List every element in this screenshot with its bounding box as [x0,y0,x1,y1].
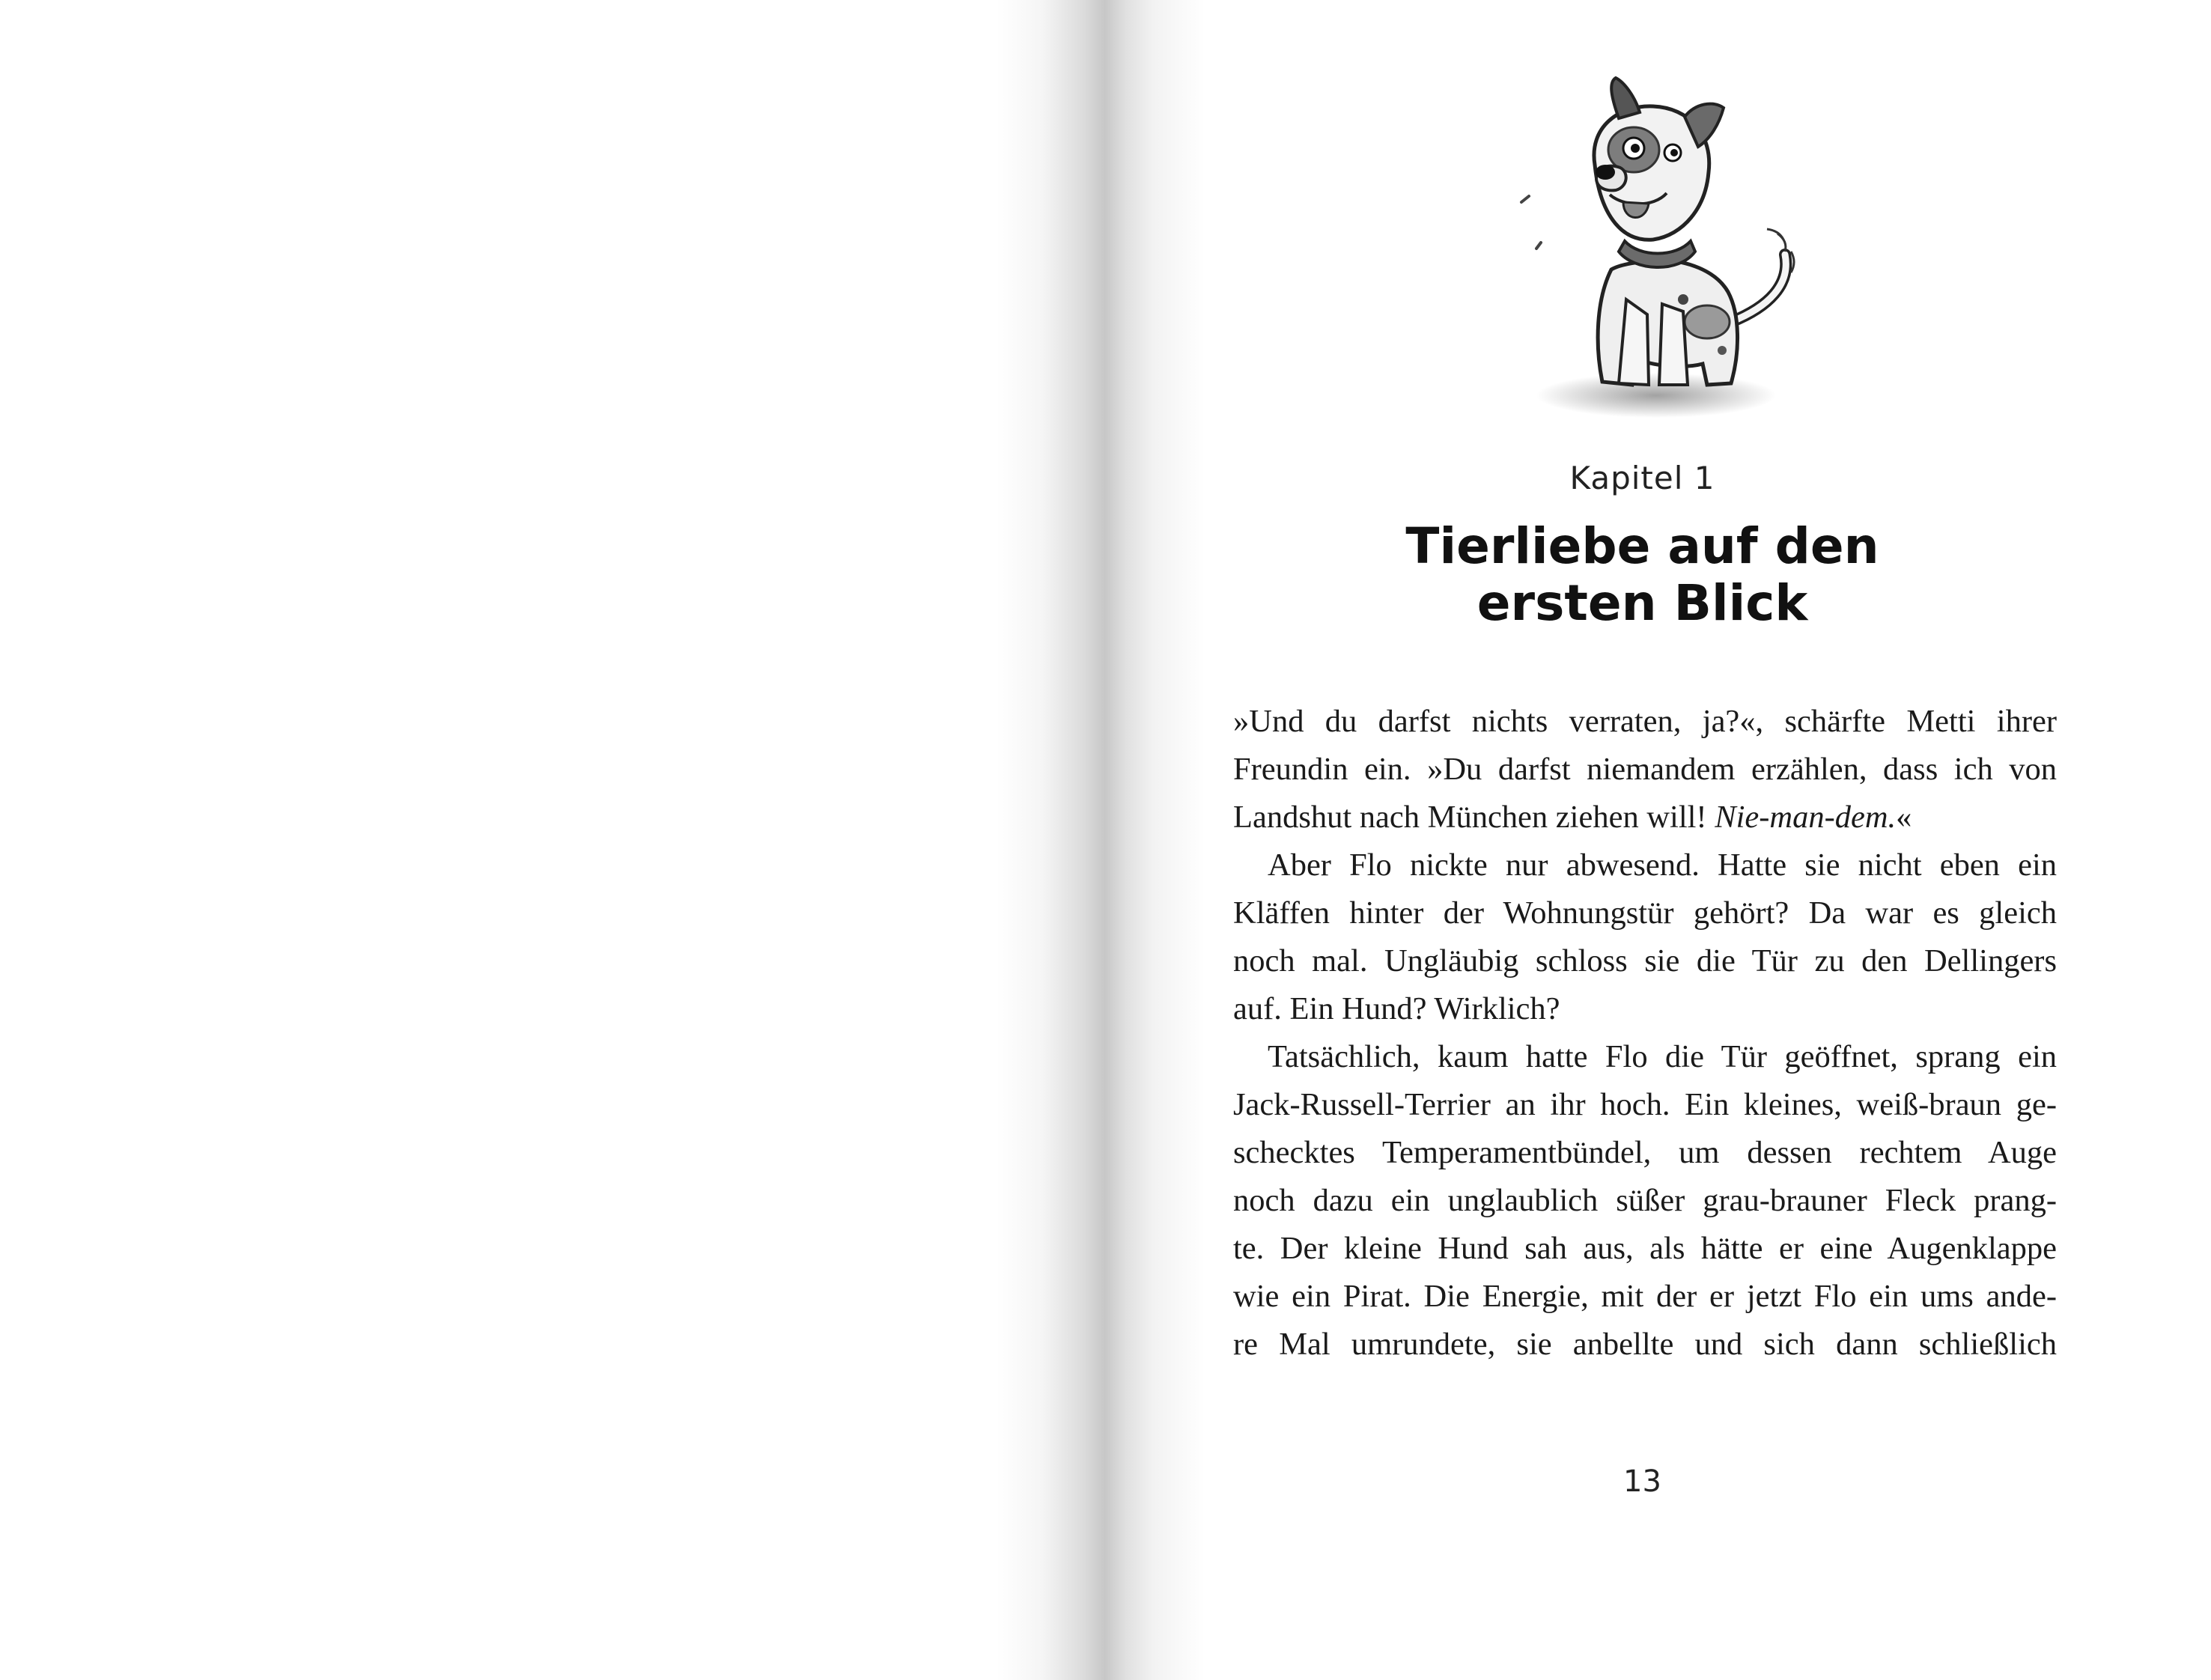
terrier-dog-illustration-icon [1506,75,1821,434]
chapter-title [1105,518,2180,632]
text-line: »Und du darfst nichts verraten, ja?«, schärfte Metti ihrer [1233,704,2057,739]
chapter-title-line-2: ersten Blick [1476,574,1808,632]
text-line: te. Der kleine Hund sah aus, als hätte er eine Augenklappe [1233,1231,2057,1266]
text-line: auf. Ein Hund? Wirklich? [1233,991,1560,1026]
text-line: noch mal. Ungläubig schloss sie die Tür zu den Dellingers [1233,943,2057,979]
text-line: wie ein Pirat. Die Energie, mit der er jetzt Flo ein ums ande- [1233,1279,2057,1314]
text-line: Kläffen hinter der Wohnungstür gehört? Da war es gleich [1233,895,2057,931]
chapter-body-text [1233,698,2057,1369]
emphasized-text: Nie-man-dem. [1715,800,1897,835]
text-line-segment: Landshut nach München ziehen will! [1233,800,1707,835]
chapter-title-line-1: Tierliebe auf den [1405,517,1879,575]
text-line: Aber Flo nickte nur abwesend. Hatte sie nicht eben ein [1268,847,2057,883]
text-line: noch dazu ein unglaublich süßer grau-brauner Fleck prang- [1233,1183,2057,1218]
left-page-blank [0,0,1105,1680]
text-line: Jack-Russell-Terrier an ihr hoch. Ein kleines, weiß-braun ge- [1233,1087,2057,1122]
page-number: 13 [1623,1464,1661,1499]
right-page [1105,0,2211,1680]
text-line: Tatsächlich, kaum hatte Flo die Tür geöffnet, sprang ein [1268,1039,2057,1074]
text-line: schecktes Temperamentbündel, um dessen rechtem Auge [1233,1135,2057,1170]
text-line: Freundin ein. »Du darfst niemandem erzählen, dass ich von [1233,752,2057,787]
chapter-label: Kapitel 1 [1569,460,1715,496]
text-line [1233,794,2057,841]
closing-quote: « [1896,800,1912,835]
text-line: re Mal umrundete, sie anbellte und sich dann schließlich [1233,1327,2057,1362]
